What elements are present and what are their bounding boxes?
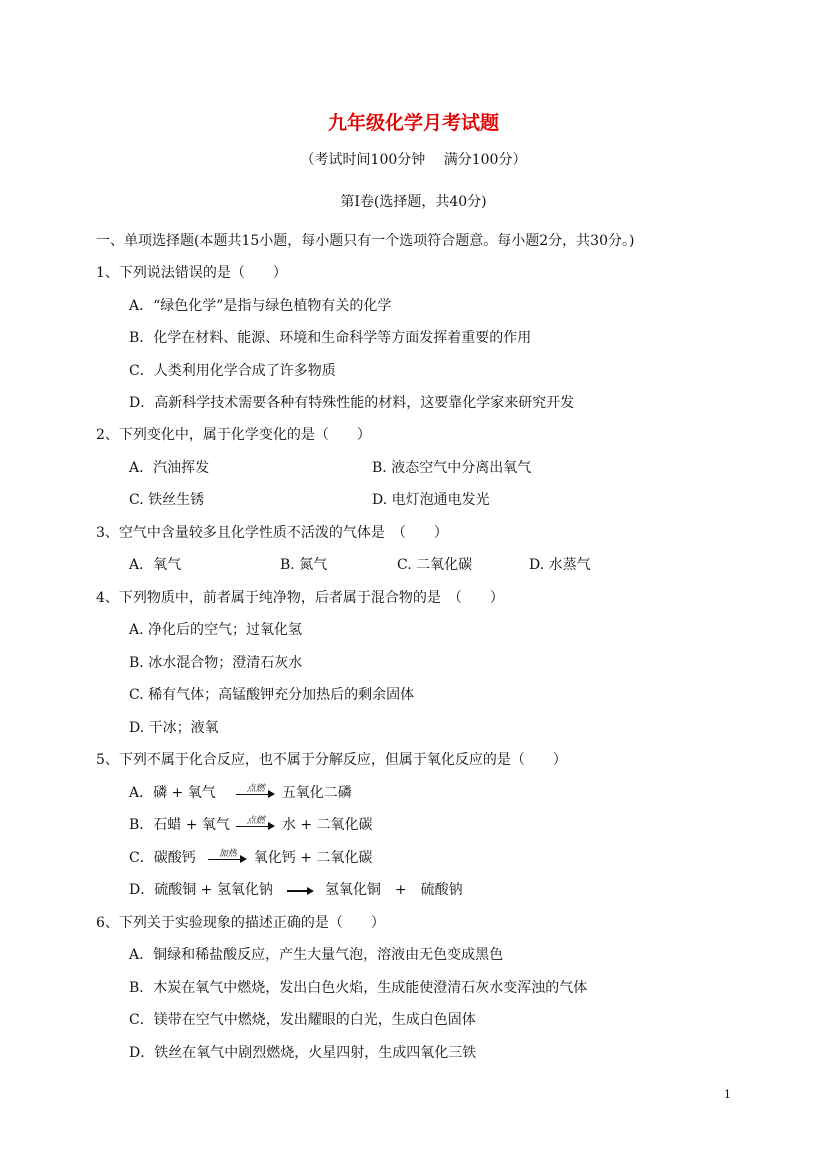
question-4-option-b: B. 冰水混合物；澄清石灰水 (129, 655, 303, 671)
question-5-option-b (129, 816, 373, 834)
equation-products: 五氧化二磷 (281, 785, 352, 801)
question-3-option-b: B. 氮气 (280, 557, 328, 573)
question-6-stem: 6、下列关于实验现象的描述正确的是（ ） (96, 915, 385, 931)
question-3-option-c: C. 二氧化碳 (397, 557, 473, 573)
question-5-option-d (129, 881, 463, 899)
question-5-option-c (129, 849, 372, 867)
question-6-option-c: C．镁带在空气中燃烧，发出耀眼的白光，生成白色固体 (129, 1012, 476, 1028)
question-2-stem: 2、下列变化中，属于化学变化的是（ ） (96, 427, 371, 443)
equation-reactants: D．硫酸铜 + 氢氧化钠 (129, 882, 273, 898)
reaction-arrow-icon (208, 851, 248, 865)
reaction-condition: 加热 (218, 849, 237, 859)
question-6-option-d: D．铁丝在氧气中剧烈燃烧，火星四射，生成四氧化三铁 (129, 1045, 477, 1061)
equation-reactants: B．石蜡 + 氧气 (129, 817, 230, 833)
page-number: 1 (724, 1088, 731, 1101)
question-5-stem: 5、下列不属于化合反应，也不属于分解反应，但属于氧化反应的是（ ） (96, 752, 567, 768)
question-1-option-b: B．化学在材料、能源、环境和生命科学等方面发挥着重要的作用 (129, 330, 532, 346)
question-1-option-d: D．高新科学技术需要各种有特殊性能的材料，这要靠化学家来研究开发 (129, 395, 575, 411)
question-4-option-a: A. 净化后的空气；过氧化氢 (129, 622, 303, 638)
question-1-option-a: A．“绿色化学”是指与绿色植物有关的化学 (129, 298, 392, 314)
question-4-option-c: C. 稀有气体；高锰酸钾充分加热后的剩余固体 (129, 687, 415, 703)
equation-products: 水 + 二氧化碳 (281, 817, 373, 833)
question-6-option-a: A．铜绿和稀盐酸反应，产生大量气泡，溶液由无色变成黑色 (129, 947, 504, 963)
question-3-option-d: D. 水蒸气 (529, 557, 591, 573)
reaction-arrow-icon (236, 786, 276, 800)
question-4-stem: 4、下列物质中，前者属于纯净物，后者属于混合物的是 （ ） (96, 590, 504, 606)
question-2-option-b: B. 液态空气中分离出氧气 (372, 460, 532, 476)
equation-products: 氧化钙 + 二氧化碳 (253, 850, 373, 866)
question-3-option-a: A．氧气 (129, 557, 182, 573)
section-heading: 一、单项选择题(本题共15小题，每小题只有一个选项符合题意。每小题2分，共30分。) (96, 233, 635, 249)
question-4-option-d: D. 干冰；液氧 (129, 720, 219, 736)
exam-subtitle: （考试时间100分钟 满分100分） (300, 152, 527, 168)
question-3-stem: 3、空气中含量较多且化学性质不活泼的气体是 （ ） (96, 525, 448, 541)
equation-reactants: A．磷 + 氧气 (129, 785, 216, 801)
question-2-option-a: A．汽油挥发 (129, 460, 210, 476)
equation-products: 氢氧化铜 + 硫酸钠 (324, 882, 463, 898)
question-5-option-a (129, 784, 352, 802)
exam-title: 九年级化学月考试题 (327, 112, 499, 134)
question-2-option-c: C. 铁丝生锈 (129, 492, 205, 508)
equation-reactants: C．碳酸钙 (129, 850, 196, 866)
reaction-condition: 点燃 (246, 784, 265, 794)
reaction-condition: 点燃 (246, 816, 265, 826)
question-1-stem: 1、下列说法错误的是（ ） (96, 265, 287, 281)
volume-heading: 第Ⅰ卷(选择题，共40分) (340, 194, 487, 210)
reaction-arrow-icon (287, 883, 315, 897)
reaction-arrow-icon (236, 818, 276, 832)
question-1-option-c: C．人类利用化学合成了许多物质 (129, 363, 336, 379)
question-6-option-b: B．木炭在氧气中燃烧，发出白色火焰，生成能使澄清石灰水变浑浊的气体 (129, 980, 588, 996)
question-2-option-d: D. 电灯泡通电发光 (372, 492, 490, 508)
